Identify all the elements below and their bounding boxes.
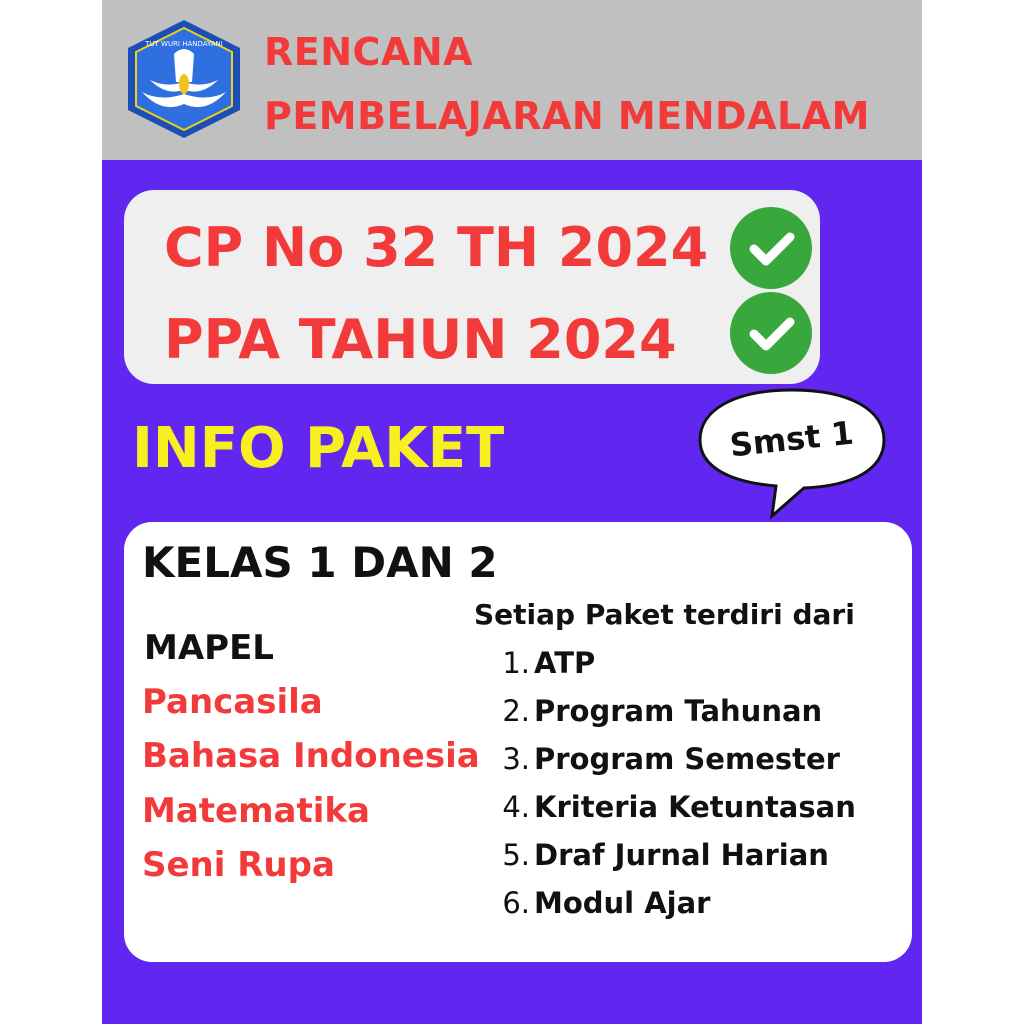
speech-bubble [692, 382, 892, 522]
bubble-text: Smst 1 [727, 413, 856, 465]
highlights-box [124, 190, 820, 384]
package-item-label: Modul Ajar [534, 886, 711, 920]
check-circle-icon [730, 292, 812, 374]
package-item-label: ATP [534, 646, 596, 680]
package-item-label: Program Tahunan [534, 694, 823, 728]
package-item-label: Draf Jurnal Harian [534, 838, 829, 872]
info-panel [124, 522, 912, 962]
logo-text: TUT WURI HANDAYANI [145, 40, 223, 48]
package-item-number: 3. [502, 742, 530, 776]
title-line-1: RENCANA [264, 30, 474, 74]
info-paket-title: INFO PAKET [132, 416, 505, 481]
package-item-number: 6. [502, 886, 530, 920]
kelas-heading: KELAS 1 DAN 2 [142, 538, 498, 587]
title-line-2: PEMBELAJARAN MENDALAM [264, 94, 870, 138]
poster [102, 0, 922, 1024]
check-circle-icon [730, 207, 812, 289]
mapel-item: Matematika [142, 791, 370, 831]
mapel-item: Bahasa Indonesia [142, 736, 480, 776]
mapel-item: Pancasila [142, 682, 323, 722]
highlight-cp: CP No 32 TH 2024 [164, 216, 709, 279]
package-heading: Setiap Paket terdiri dari [474, 598, 855, 631]
package-item-number: 5. [502, 838, 530, 872]
package-item-label: Program Semester [534, 742, 840, 776]
package-item-label: Kriteria Ketuntasan [534, 790, 856, 824]
tut-wuri-handayani-logo [122, 18, 246, 140]
package-item-number: 1. [502, 646, 530, 680]
package-item-number: 2. [502, 694, 530, 728]
header-band [102, 0, 922, 160]
highlight-ppa: PPA TAHUN 2024 [164, 308, 677, 371]
mapel-item: Seni Rupa [142, 845, 335, 885]
package-item-number: 4. [502, 790, 530, 824]
mapel-heading: MAPEL [144, 628, 274, 668]
